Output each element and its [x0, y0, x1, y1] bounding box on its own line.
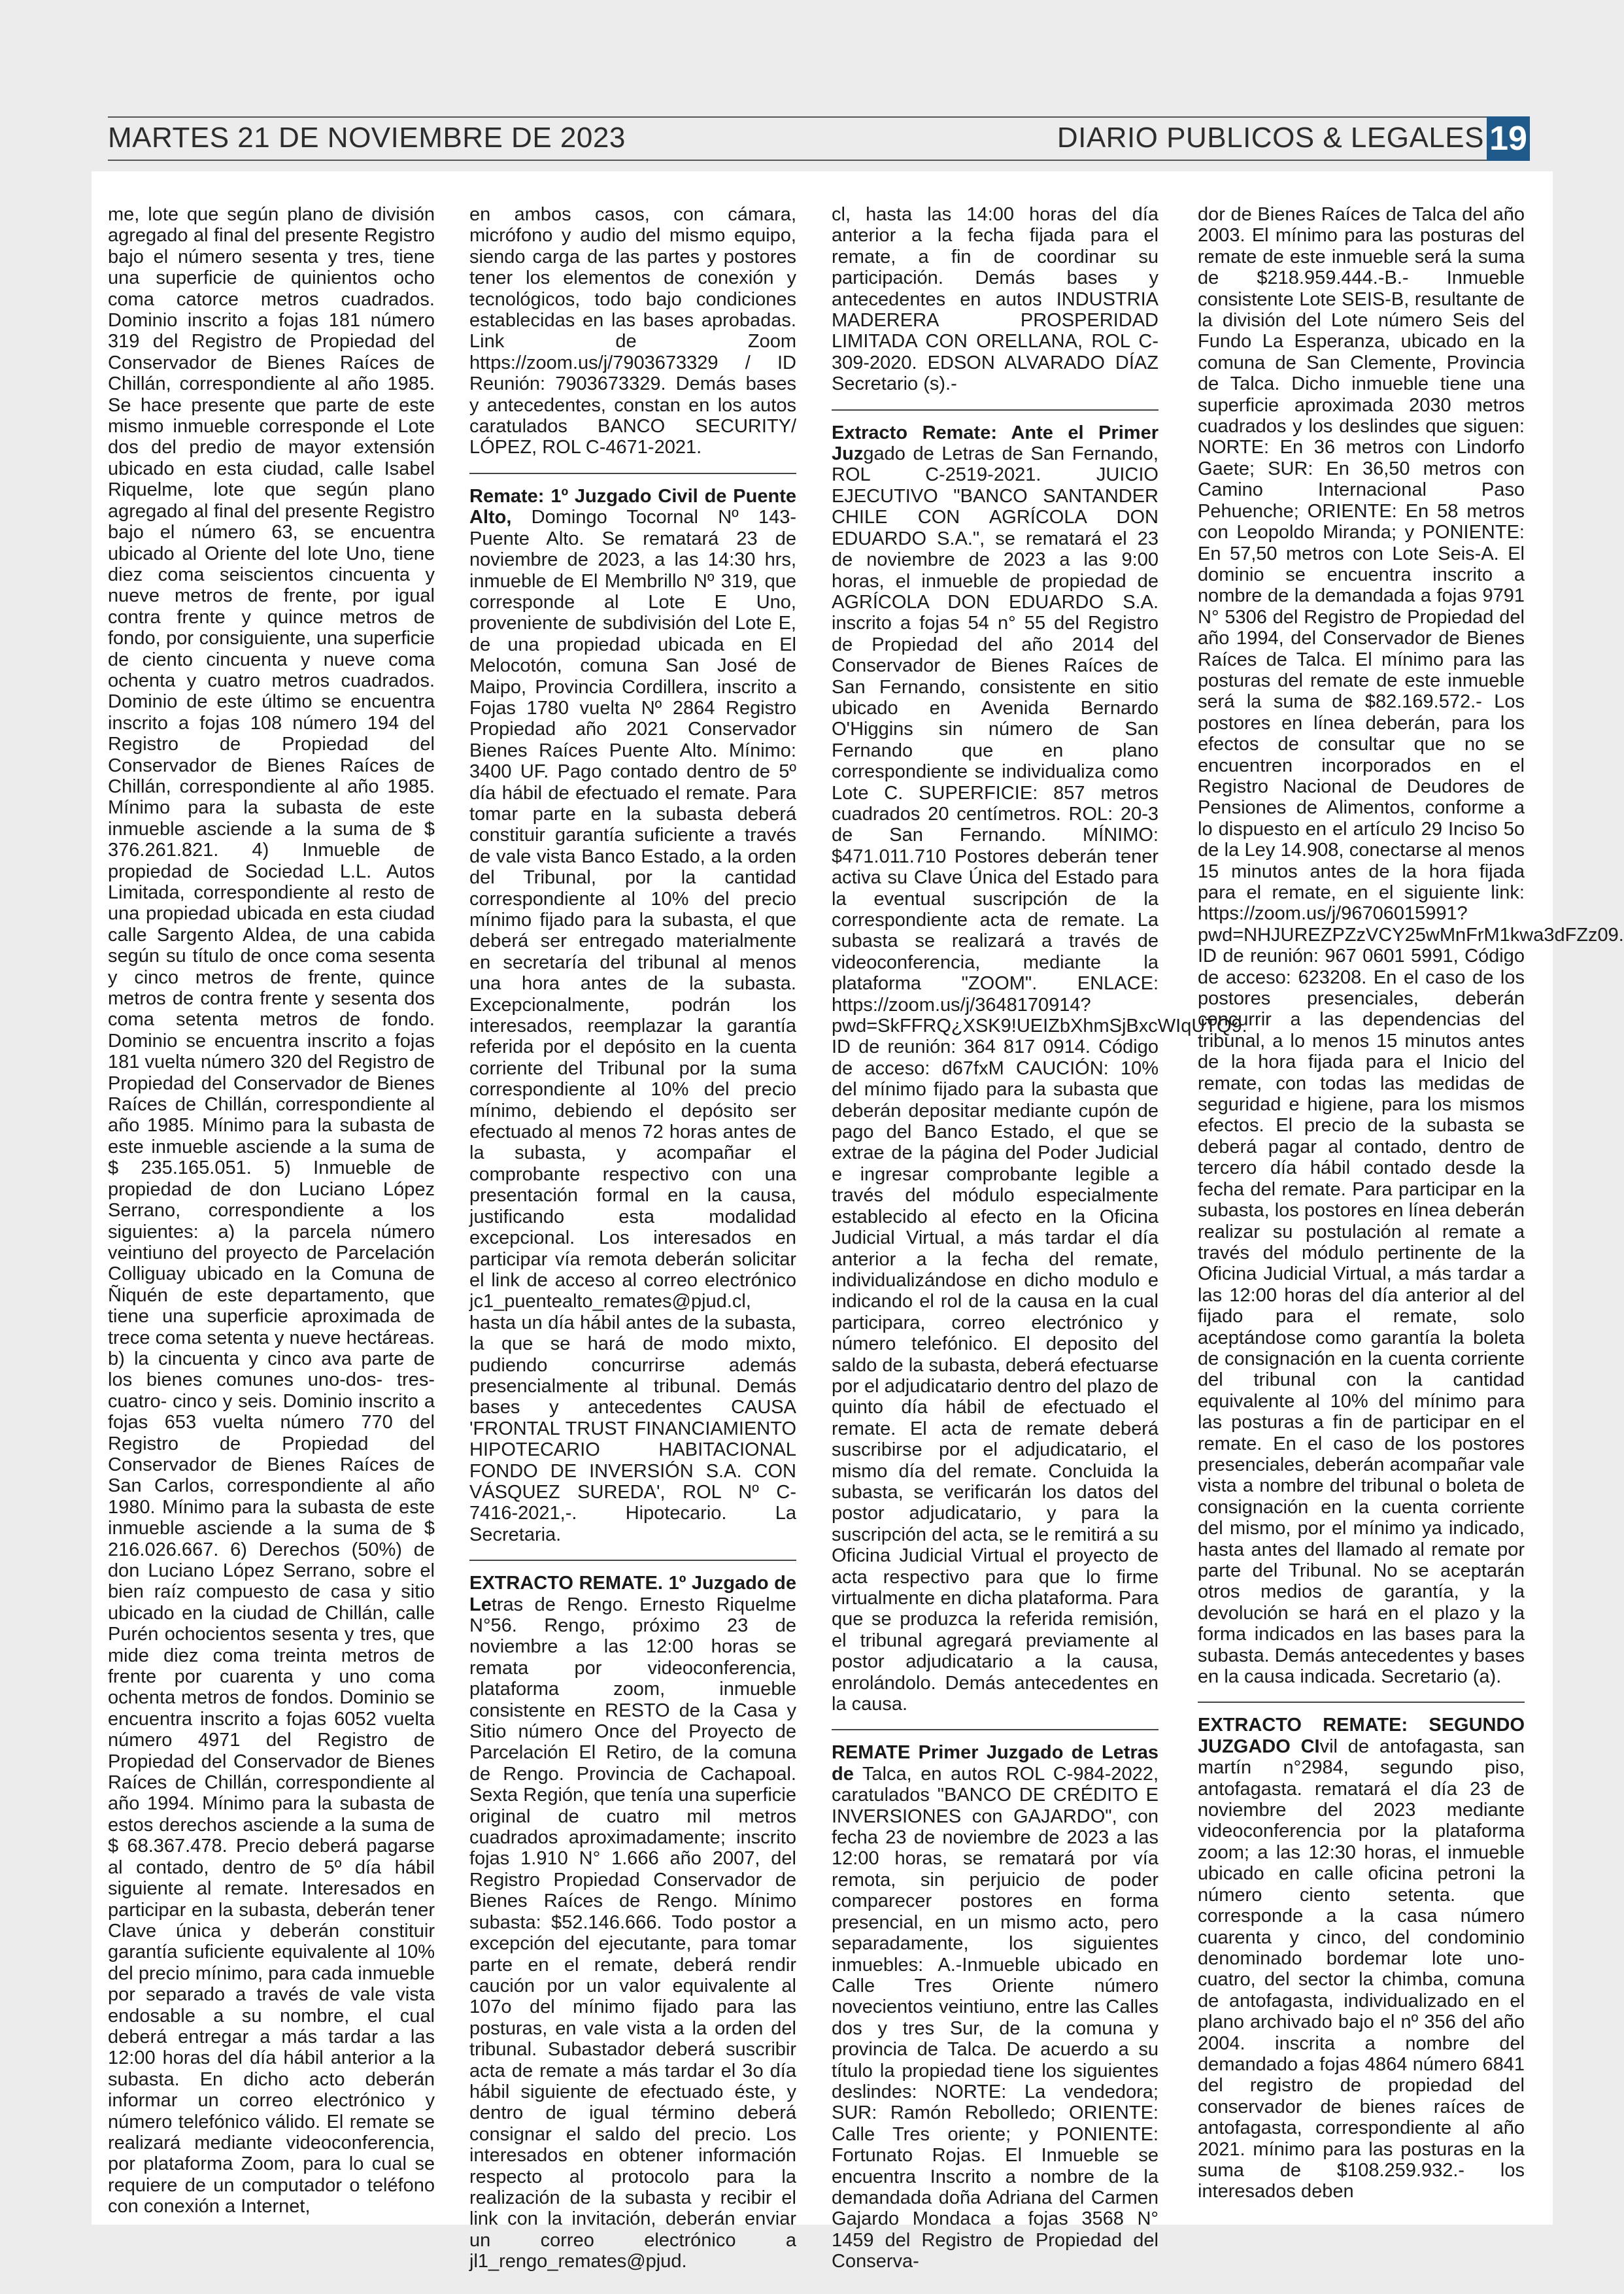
notice-divider: [1198, 1702, 1525, 1703]
publication-title: DIARIO PUBLICOS & LEGALES: [1057, 122, 1484, 154]
column-4: [1198, 204, 1624, 2221]
notice-body: tras de Rengo. Ernesto Riquelme N°56. Rengo, próximo 23 de noviembre a las 12:00 horas se remata por videoconferencia, plataforma zoom, inmueble consistente en RESTO de la Casa y Sitio número Once del Proyecto de Parcelación El Retiro, de la comuna de Rengo. Provincia de Cachapoal. Sexta Región, que tenía una superficie original de cuatro mil metros cuadrados aproximadamente; inscrito fojas 1.910 N° 1.666 año 2007, del Registro Propiedad Conservador de Bienes Raíces de Rengo. Mínimo subasta: $52.146.666. Todo postor a excepción del ejecutante, para tomar parte en el remate, deberá rendir caución por un valor equivalente al 107o del mínimo fijado para las posturas, en vale vista a la orden del tribunal. Subastador deberá suscribir acta de remate a más tardar el 3o día hábil siguiente de efectuado éste, y dentro de igual término deberá consignar el saldo del precio. Los interesados en obtener información respecto al protocolo para la realización de la subasta y recibir el link con la invitación, deberán enviar un correo electrónico a jl1_rengo_remates@pjud.: [469, 1594, 796, 2272]
notice: [108, 204, 435, 2217]
notice-heading: EXTRACTO REMATE: SEGUNDO JUZGADO CI: [1198, 1715, 1525, 1757]
notice-heading: Remate: 1º Juzgado Civil de Puente Alto,: [469, 485, 796, 528]
notice-body: me, lote que según plano de división agregado al final del presente Registro bajo el número sesenta y tres, tiene una superficie de quinientos ocho coma catorce metros cuadrados. Dominio inscrito a fojas 181 número 319 del Registro de Propiedad del Conservador de Bienes Raíces de Chillán, correspondiente al año 1985. Se hace presente que parte de este mismo inmueble corresponde el Lote dos del predio de mayor extensión ubicado en esta ciudad, calle Isabel Riquelme, lote que según plano agregado al final del presente Registro bajo el número 63, se encuentra ubicado al Oriente del lote Uno, tiene diez coma seiscientos cincuenta y nueve metros de frente, por igual contra frente y quince metros de fondo, por consiguiente, una superficie de ciento cincuenta y nueve coma ochenta y cuatro metros cuadrados. Dominio de este último se encuentra inscrito a fojas 108 número 194 del Registro de Propiedad del Conservador de Bienes Raíces de Chillán, correspondiente al año 1985. Mínimo para la subasta de este inmueble asciende a la suma de $ 376.261.821. 4) Inmueble de propiedad de Sociedad L.L. Autos Limitada, correspondiente al resto de una propiedad ubicada en esta ciudad calle Sargento Aldea, de una cabida según su título de once coma sesenta y cinco metros de frente, quince metros de contra frente y sesenta dos coma setenta metros de fondo. Dominio se encuentra inscrito a fojas 181 vuelta número 320 del Registro de Propiedad del Conservador de Bienes Raíces de Chillán, correspondiente al año 1985. Mínimo para la subasta de este inmueble asciende a la suma de $ 235.165.051. 5) Inmueble de propiedad de don Luciano López Serrano, correspondiente a los siguientes: a) la parcela número veintiuno del proyecto de Parcelación Colliguay ubicado en la Comuna de Ñiquén de este departamento, que tiene una superficie aproximada de trece coma setenta y nueve hectáreas. b) la cincuenta y cinco ava parte de los bienes comunes uno-dos- tres- cuatro- cinco y seis. Dominio inscrito a fojas 653 vuelta número 770 del Registro de Propiedad del Conservador de Bienes Raíces de San Carlos, correspondiente al año 1980. Mínimo para la subasta de este inmueble asciende a la suma de $ 216.026.667. 6) Derechos (50%) de don Luciano López Serrano, sobre el bien raíz compuesto de casa y sitio ubicado en la ciudad de Chillán, calle Purén ochocientos sesenta y tres, que mide diez coma treinta metros de frente por cuarenta y uno coma ochenta metros de fondos. Dominio se encuentra inscrito a fojas 6052 vuelta número 4971 del Registro de Propiedad del Conservador de Bienes Raíces de Chillán, correspondiente al año 1994. Mínimo para la subasta de estos derechos asciende a la suma de $ 68.367.478. Precio deberá pagarse al contado, dentro de 5º día hábil siguiente al remate. Interesados en participar en la subasta, deberán tener Clave única y deberán constituir garantía suficiente equivalente al 10% del precio mínimo, para cada inmueble por separado a través de vale vista endosable a su nombre, el cual deberá entregar a más tardar a las 12:00 horas del día hábil anterior a la subasta. En dicho acto deberán informar un correo electrónico y número telefónico válido. El remate se realizará mediante videoconferencia, por plataforma Zoom, para lo cual se requiere de un computador o teléfono con conexión a Internet,: [108, 204, 435, 2217]
notice-divider: [469, 473, 796, 474]
notice-body: Talca, en autos ROL C-984-2022, caratulados "BANCO DE CRÉDITO E INVERSIONES con GAJARDO", con fecha 23 de noviembre de 2023 a las 12:00 horas, se rematará por vía remota, sin perjuicio de poder comparecer postores en forma presencial, en un mismo acto, pero separadamente, los siguientes inmuebles: A.-Inmueble ubicado en Calle Tres Oriente número novecientos veintiuno, entre las Calles dos y tres Sur, de la comuna y provincia de Talca. De acuerdo a su título la propiedad tiene los siguientes deslindes: NORTE: La vendedora; SUR: Ramón Rebolledo; ORIENTE: Calle Tres oriente; y PONIENTE: Fortunato Rojas. El Inmueble se encuentra Inscrito a nombre de la demandada doña Adriana del Carmen Gajardo Mondaca a fojas 3568 N° 1459 del Registro de Propiedad del Conserva-: [832, 1763, 1159, 2272]
notice: [469, 204, 796, 458]
notice-body: gado de Letras de San Fernando, ROL C-2519-2021. JUICIO EJECUTIVO "BANCO SANTANDER CHILE CON AGRÍCOLA DON EDUARDO S.A.", se rematará el 23 de noviembre de 2023 a las 9:00 horas, el inmueble de propiedad de AGRÍCOLA DON EDUARDO S.A. inscrito a fojas 54 n° 55 del Registro de Propiedad del año 2014 del Conservador de Bienes Raíces de San Fernando, consistente en sitio ubicado en Avenida Bernardo O'Higgins sin número de San Fernando que en plano correspondiente se individualiza como Lote C. SUPERFICIE: 857 metros cuadrados 20 centímetros. ROL: 20-3 de San Fernando. MÍNIMO: $471.011.710 Postores deberán tener activa su Clave Única del Estado para la eventual suscripción de la correspondiente acta de remate. La subasta se realizará a través de videoconferencia, mediante la plataforma "ZOOM". ENLACE: https://zoom.us/j/3648170914?pwd=SkFFRQ¿XSK9!UEIZbXhmSjBxcWIqUTQ9. ID de reunión: 364 817 0914. Código de acceso: d67fxM CAUCIÓN: 10% del mínimo fijado para la subasta que deberán depositar mediante cupón de pago del Banco Estado, el que se extrae de la página del Poder Judicial e ingresar comprobante legible a través del módulo especialmente establecido al efecto en la Oficina Judicial Virtual, a más tardar el día anterior a la fecha del remate, individualizándose en dicho modulo e indicando el rol de la causa en la cual participara, correo electrónico y número telefónico. El deposito del saldo de la subasta, deberá efectuarse por el adjudicatario dentro del plazo de quinto día hábil de efectuado el remate. El acta de remate deberá suscribirse por el adjudicatario, el mismo día del remate. Concluida la subasta, se verificarán los datos del postor adjudicatario, y para la suscripción del acta, se le remitirá a su Oficina Judicial Virtual el proyecto de acta respectivo para que lo firme virtualmente en dicha plataforma. Para que se produzca la referida remisión, el tribunal agregará previamente al postor adjudicatario a la causa, enrolándolo. Demás antecedentes en la causa.: [832, 443, 1247, 1715]
notice: [832, 204, 1159, 395]
notice-divider: [469, 1560, 796, 1561]
column-3: [832, 204, 1247, 2272]
page-number-badge: 19: [1487, 116, 1530, 161]
notice-divider: [832, 1729, 1159, 1730]
page-header: [108, 116, 1530, 161]
column-1: [108, 204, 435, 2221]
column-2: [469, 204, 796, 2272]
notice: [832, 422, 1247, 1715]
notice: [469, 486, 796, 1545]
notice-heading: Extracto Remate: Ante el Primer Juz: [832, 422, 1159, 465]
notice: [832, 1742, 1159, 2272]
notice: [1198, 1715, 1525, 2202]
notice-heading: EXTRACTO REMATE. 1º Juzgado de Le: [469, 1573, 796, 1615]
notice-divider: [832, 409, 1159, 411]
notice: [1198, 204, 1624, 1688]
issue-date: MARTES 21 DE NOVIEMBRE DE 2023: [108, 122, 626, 154]
notice: [469, 1573, 796, 2272]
notice-body: dor de Bienes Raíces de Talca del año 2003. El mínimo para las posturas del remate de este inmueble será la suma de $218.959.444.-B.- Inmueble consistente Lote SEIS-B, resultante de la división del Lote número Seis del Fundo La Esperanza, ubicado en la comuna de San Clemente, Provincia de Talca. Dicho inmueble tiene una superficie aproximada 2030 metros cuadrados y los deslindes que siguen: NORTE: En 36 metros con Lindorfo Gaete; SUR: En 36,50 metros con Camino Internacional Paso Pehuenche; ORIENTE: En 58 metros con Leopoldo Miranda; y PONIENTE: En 57,50 metros con Lote Seis-A. El dominio se encuentra inscrito a nombre de la demandada a fojas 9791 N° 5306 del Registro de Propiedad del año 1994, del Conservador de Bienes Raíces de Talca. El mínimo para las posturas del remate de este inmueble será la suma de $82.169.572.- Los postores en línea deberán, para los efectos de consultar que no se encuentren incorporados en el Registro Nacional de Deudores de Pensiones de Alimentos, conforme a lo dispuesto en el artículo 29 Inciso 5o de la Ley 14.908, conectarse al menos 15 minutos antes de la hora fijada para el remate, en el siguiente link: https://zoom.us/j/96706015991?pwd=NHJUREZPZzVCY25wMnFrM1kwa3dFZz09. ID de reunión: 967 0601 5991, Código de acceso: 623208. En el caso de los postores presenciales, deberán concurrir a las dependencias del tribunal, a lo menos 15 minutos antes de la hora fijada para el Inicio del remate, con todas las medidas de seguridad e higiene, para los mismos efectos. El precio de la subasta se deberá pagar al contado, dentro de tercero día hábil contado desde la fecha del remate. Para participar en la subasta, los postores en línea deberán realizar su postulación al remate a través del módulo pertinente de la Oficina Judicial Virtual, a más tardar a las 12:00 horas del día anterior al del fijado para el remate, solo aceptándose como garantía la boleta de consignación en la cuenta corriente del tribunal con la cantidad equivalente al 10% del mínimo para las posturas a fin de participar en el remate. En el caso de los postores presenciales, deberán acompañar vale vista a nombre del tribunal o boleta de consignación en la cuenta corriente del mismo, por el mínimo ya indicado, hasta antes del llamado al remate por parte del Tribunal. No se aceptarán otros medios de garantía, y la devolución se hará en el plazo y la forma indicados en las bases para la subasta. Demás antecedentes y bases en la causa indicada. Secretario (a).: [1198, 204, 1624, 1688]
notice-body: cl, hasta las 14:00 horas del día anterior a la fecha fijada para el remate, a fin de coordinar su participación. Demás bases y antecedentes en autos INDUSTRIA MADERERA PROSPERIDAD LIMITADA CON ORELLANA, ROL C-309-2020. EDSON ALVARADO DÍAZ Secretario (s).-: [832, 204, 1159, 395]
notice-body: en ambos casos, con cámara, micrófono y audio del mismo equipo, siendo carga de las partes y postores tener los elementos de conexión y tecnológicos, todo bajo condiciones establecidas en las bases aprobadas. Link de Zoom https://zoom.us/j/7903673329 / ID Reunión: 7903673329. Demás bases y antecedentes, constan en los autos caratulados BANCO SECURITY/ LÓPEZ, ROL C-4671-2021.: [469, 204, 796, 458]
notice-body: Domingo Tocornal Nº 143- Puente Alto. Se rematará 23 de noviembre de 2023, a las 14:30 hrs, inmueble de El Membrillo Nº 319, que corresponde al Lote E Uno, proveniente de subdivisión del Lote E, de una propiedad ubicada en El Melocotón, comuna San José de Maipo, Provincia Cordillera, inscrito a Fojas 1780 vuelta Nº 2864 Registro Propiedad año 2021 Conservador Bienes Raíces Puente Alto. Mínimo: 3400 UF. Pago contado dentro de 5º día hábil de efectuado el remate. Para tomar parte en la subasta deberá constituir garantía suficiente a través de vale vista Banco Estado, a la orden del Tribunal, por la cantidad correspondiente al 10% del precio mínimo fijado para la subasta, el que deberá ser entregado materialmente en secretaría del tribunal al menos una hora antes de la subasta. Excepcionalmente, podrán los interesados, reemplazar la garantía referida por el depósito en la cuenta corriente del Tribunal por la suma correspondiente al 10% del precio mínimo, debiendo el depósito ser efectuado al menos 72 horas antes de la subasta, y acompañar el comprobante respectivo con una presentación formal en la causa, justificando esta modalidad excepcional. Los interesados en participar vía remota deberán solicitar el link de acceso al correo electrónico jc1_puentealto_remates@pjud.cl, hasta un día hábil antes de la subasta, la que se hará de modo mixto, pudiendo concurrirse además presencialmente al tribunal. Demás bases y antecedentes CAUSA 'FRONTAL TRUST FINANCIAMIENTO HIPOTECARIO HABITACIONAL FONDO DE INVERSIÓN S.A. CON VÁSQUEZ SUREDA', ROL Nº C-7416-2021,-. Hipotecario. La Secretaria.: [469, 507, 796, 1545]
notice-body: vil de antofagasta, san martín n°2984, segundo piso, antofagasta. rematará el día 23 de noviembre del 2023 mediante videoconferencia por la plataforma zoom; a las 12:30 horas, el inmueble ubicado en calle oficina petroni la número ciento setenta. que corresponde a la casa número cuarenta y cinco, del condominio denominado bordemar lote uno-cuatro, del sector la chimba, comuna de antofagasta, individualizado en el plano archivado bajo el nº 356 del año 2004. inscrita a nombre del demandado a fojas 4864 número 6841 del registro de propiedad del conservador de bienes raíces de antofagasta, correspondiente al año 2021. mínimo para las posturas en la suma de $108.259.932.- los interesados deben: [1198, 1736, 1525, 2202]
notice-heading: REMATE Primer Juzgado de Letras de: [832, 1742, 1159, 1785]
